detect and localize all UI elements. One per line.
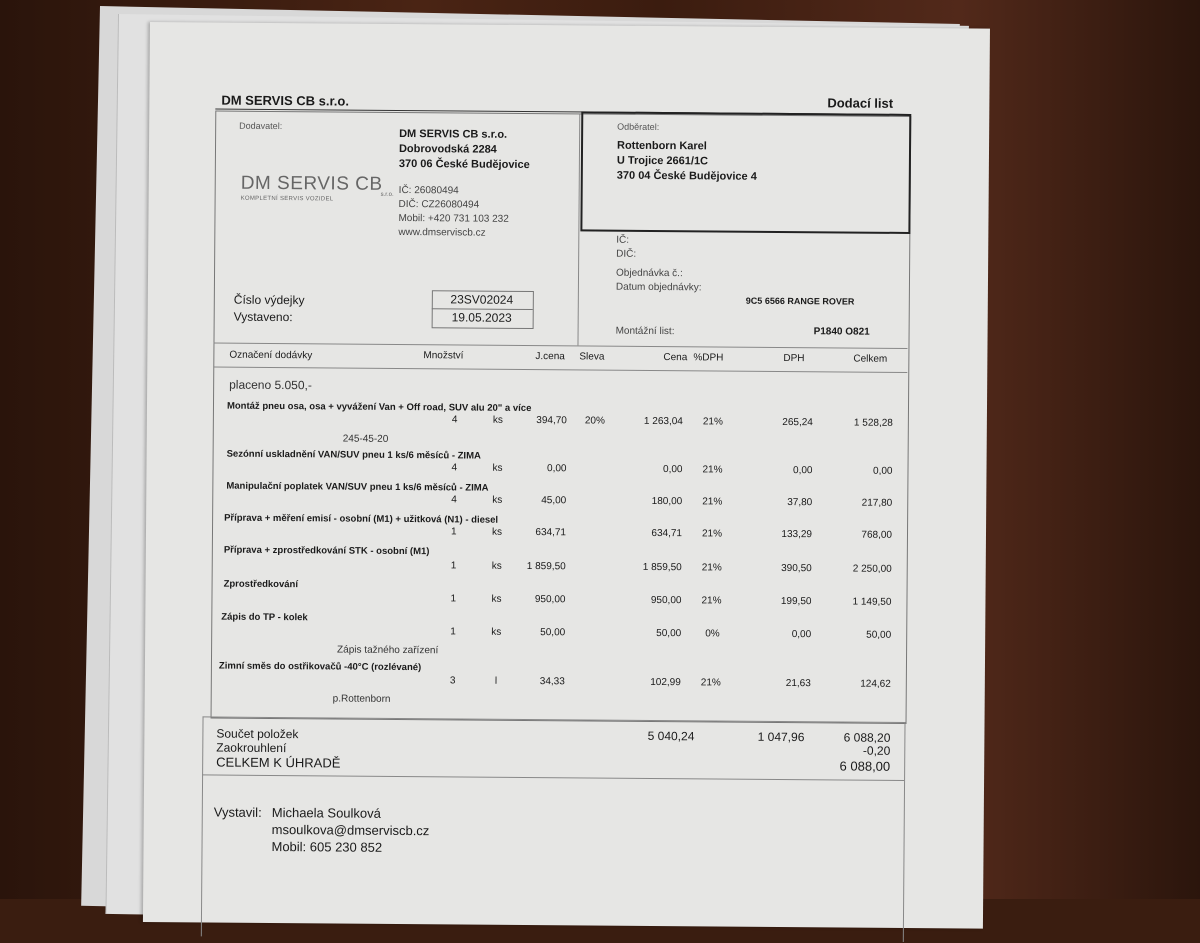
item-name: Příprava + zprostředkování STK - osobní (M1): [223, 544, 430, 558]
item-total: 1 528,28: [853, 417, 893, 429]
item-qty: 1: [450, 560, 457, 572]
item-unit: ks: [491, 626, 502, 638]
items-sum-label: Součet položek: [216, 726, 299, 742]
item-name: Zimní směs do ostřikovačů -40°C (rozlévané): [218, 660, 422, 674]
item-unit-price: 1 859,50: [526, 560, 566, 573]
item-vat: 265,24: [782, 416, 813, 429]
rounding-label: Zaokrouhlení: [216, 740, 287, 756]
company-logo-text: DM SERVIS CB: [240, 172, 383, 195]
item-vat-pct: 21%: [700, 677, 721, 689]
col-header-price: Cena: [663, 352, 688, 364]
item-total: 124,62: [860, 678, 891, 690]
order-date-label: Datum objednávky:: [615, 281, 702, 294]
item-total: 0,00: [872, 465, 893, 477]
col-header-unit-price: J.cena: [535, 351, 565, 363]
supplier-street: Dobrovodská 2284: [398, 142, 497, 156]
item-price: 634,71: [651, 527, 683, 540]
item-vat: 390,50: [781, 562, 812, 575]
customer-name: Rottenborn Karel: [616, 139, 707, 153]
item-unit-price: 634,71: [535, 527, 567, 539]
footer-right-rule: [903, 722, 906, 942]
issuer-email[interactable]: msoulkova@dmserviscb.cz: [271, 821, 430, 839]
col-header-vat: DPH: [783, 352, 805, 365]
item-unit: ks: [492, 414, 503, 426]
item-vat-pct: 0%: [705, 628, 720, 640]
vehicle-info: 9C5 6566 RANGE ROVER: [745, 295, 855, 307]
item-unit-price: 0,00: [546, 463, 567, 475]
order-number-label: Objednávka č.:: [615, 267, 683, 280]
issue-date-label: Vystaveno:: [233, 309, 293, 325]
rounding-value: -0,20: [862, 743, 891, 758]
delivery-note-sheet: [143, 22, 990, 929]
item-qty: 1: [450, 526, 457, 538]
item-unit: ks: [491, 560, 502, 572]
item-price: 0,00: [662, 464, 683, 476]
summary-bottom-rule: [202, 774, 904, 781]
item-qty: 4: [451, 494, 457, 506]
item-vat-pct: 21%: [702, 416, 723, 428]
total-due-label: CELKEM K ÚHRADĚ: [216, 754, 341, 771]
item-price: 50,00: [656, 627, 682, 640]
total-due-value: 6 088,00: [839, 758, 891, 774]
item-qty: 4: [451, 462, 458, 474]
supplier-phone: Mobil: +420 731 103 232: [398, 212, 509, 225]
item-unit-price: 950,00: [534, 594, 566, 606]
item-price: 102,99: [650, 676, 681, 689]
issue-number-label: Číslo výdejky: [233, 292, 305, 308]
col-header-total: Celkem: [853, 353, 888, 365]
item-vat: 199,50: [780, 595, 812, 608]
item-name: Příprava + měření emisí - osobní (M1) + užitková (N1) - diesel: [224, 512, 499, 526]
customer-ic-label: IČ:: [616, 234, 630, 246]
item-unit-price: 50,00: [540, 627, 566, 639]
item-name: Zápis do TP - kolek: [221, 611, 308, 624]
item-vat-pct: 21%: [701, 528, 723, 540]
item-qty: 1: [450, 626, 456, 638]
issue-date: 19.05.2023: [451, 310, 512, 325]
customer-street: U Trojice 2661/1C: [616, 154, 709, 168]
items-sum-price: 5 040,24: [647, 728, 695, 744]
assembly-list-label: Montážní list:: [615, 325, 675, 338]
supplier-city: 370 06 České Budějovice: [398, 157, 530, 171]
item-vat: 21,63: [785, 678, 811, 690]
item-unit: ks: [491, 593, 502, 605]
supplier-ic: IČ: 26080494: [398, 184, 459, 197]
item-note: Zápis tažného zařízení: [337, 644, 439, 657]
col-header-vat-pct: %DPH: [693, 352, 724, 364]
col-header-qty: Množství: [423, 350, 464, 362]
company-header: DM SERVIS CB s.r.o.: [221, 92, 350, 109]
items-sum-total: 6 088,20: [843, 730, 891, 745]
supplier-web[interactable]: www.dmserviscb.cz: [398, 226, 486, 239]
item-vat-pct: 21%: [702, 496, 723, 508]
issuer-name: Michaela Soulková: [271, 804, 381, 821]
customer-label: Odběratel:: [617, 121, 660, 133]
item-name: Zprostředkování: [223, 578, 299, 591]
company-logo-tagline: KOMPLETNÍ SERVIS VOZIDEL: [240, 195, 334, 203]
paid-note: placeno 5.050,-: [229, 377, 312, 393]
issuer-label: Vystavil:: [213, 804, 262, 820]
item-note: 245-45-20: [342, 433, 389, 445]
customer-city: 370 04 České Budějovice 4: [616, 169, 757, 183]
item-price: 950,00: [650, 594, 682, 607]
item-vat: 37,80: [787, 497, 813, 509]
issue-number: 23SV02024: [450, 292, 514, 307]
company-logo-suffix: s.r.o.: [380, 191, 394, 198]
item-total: 2 250,00: [852, 563, 892, 575]
item-vat-pct: 21%: [702, 464, 723, 476]
item-total: 768,00: [861, 529, 893, 541]
item-discount: 20%: [584, 415, 605, 427]
item-unit: ks: [492, 494, 503, 506]
item-unit: ks: [491, 526, 503, 538]
item-vat-pct: 21%: [701, 562, 722, 574]
item-total: 1 149,50: [852, 596, 892, 608]
item-vat-pct: 21%: [701, 595, 722, 607]
item-vat: 0,00: [792, 465, 813, 477]
item-price: 1 859,50: [642, 561, 682, 574]
supplier-name: DM SERVIS CB s.r.o.: [399, 127, 508, 141]
customer-dic-label: DIČ:: [616, 248, 637, 260]
assembly-list-number: P1840 O821: [813, 326, 870, 338]
item-name: Manipulační poplatek VAN/SUV pneu 1 ks/6 měsíců - ZIMA: [226, 480, 489, 494]
item-unit-price: 34,33: [539, 676, 565, 688]
item-name: Sezónní uskladnění VAN/SUV pneu 1 ks/6 měsíců - ZIMA: [226, 448, 481, 462]
item-total: 50,00: [866, 629, 892, 641]
item-unit-price: 394,70: [536, 415, 567, 427]
item-price: 1 263,04: [643, 415, 683, 428]
issuer-phone: Mobil: 605 230 852: [271, 838, 383, 855]
item-unit: l: [494, 675, 498, 687]
items-sum-vat: 1 047,96: [757, 729, 805, 745]
item-vat: 0,00: [791, 629, 812, 641]
col-header-discount: Sleva: [579, 351, 605, 363]
item-qty: 3: [449, 675, 456, 687]
item-total: 217,80: [861, 497, 893, 509]
item-vat: 133,29: [781, 528, 813, 541]
footer-left-rule: [201, 716, 204, 936]
document-type: Dodací list: [827, 95, 894, 111]
item-qty: 4: [451, 414, 458, 426]
supplier-label: Dodavatel:: [239, 120, 283, 132]
item-unit: ks: [492, 462, 503, 474]
item-note: p.Rottenborn: [332, 693, 391, 705]
item-name: Montáž pneu osa, osa + vyvážení Van + Off road, SUV alu 20" a více: [226, 400, 532, 415]
item-qty: 1: [450, 593, 457, 605]
item-price: 180,00: [651, 495, 683, 508]
item-unit-price: 45,00: [541, 495, 567, 507]
col-header-name: Označení dodávky: [229, 349, 313, 362]
supplier-dic: DIČ: CZ26080494: [398, 198, 480, 211]
